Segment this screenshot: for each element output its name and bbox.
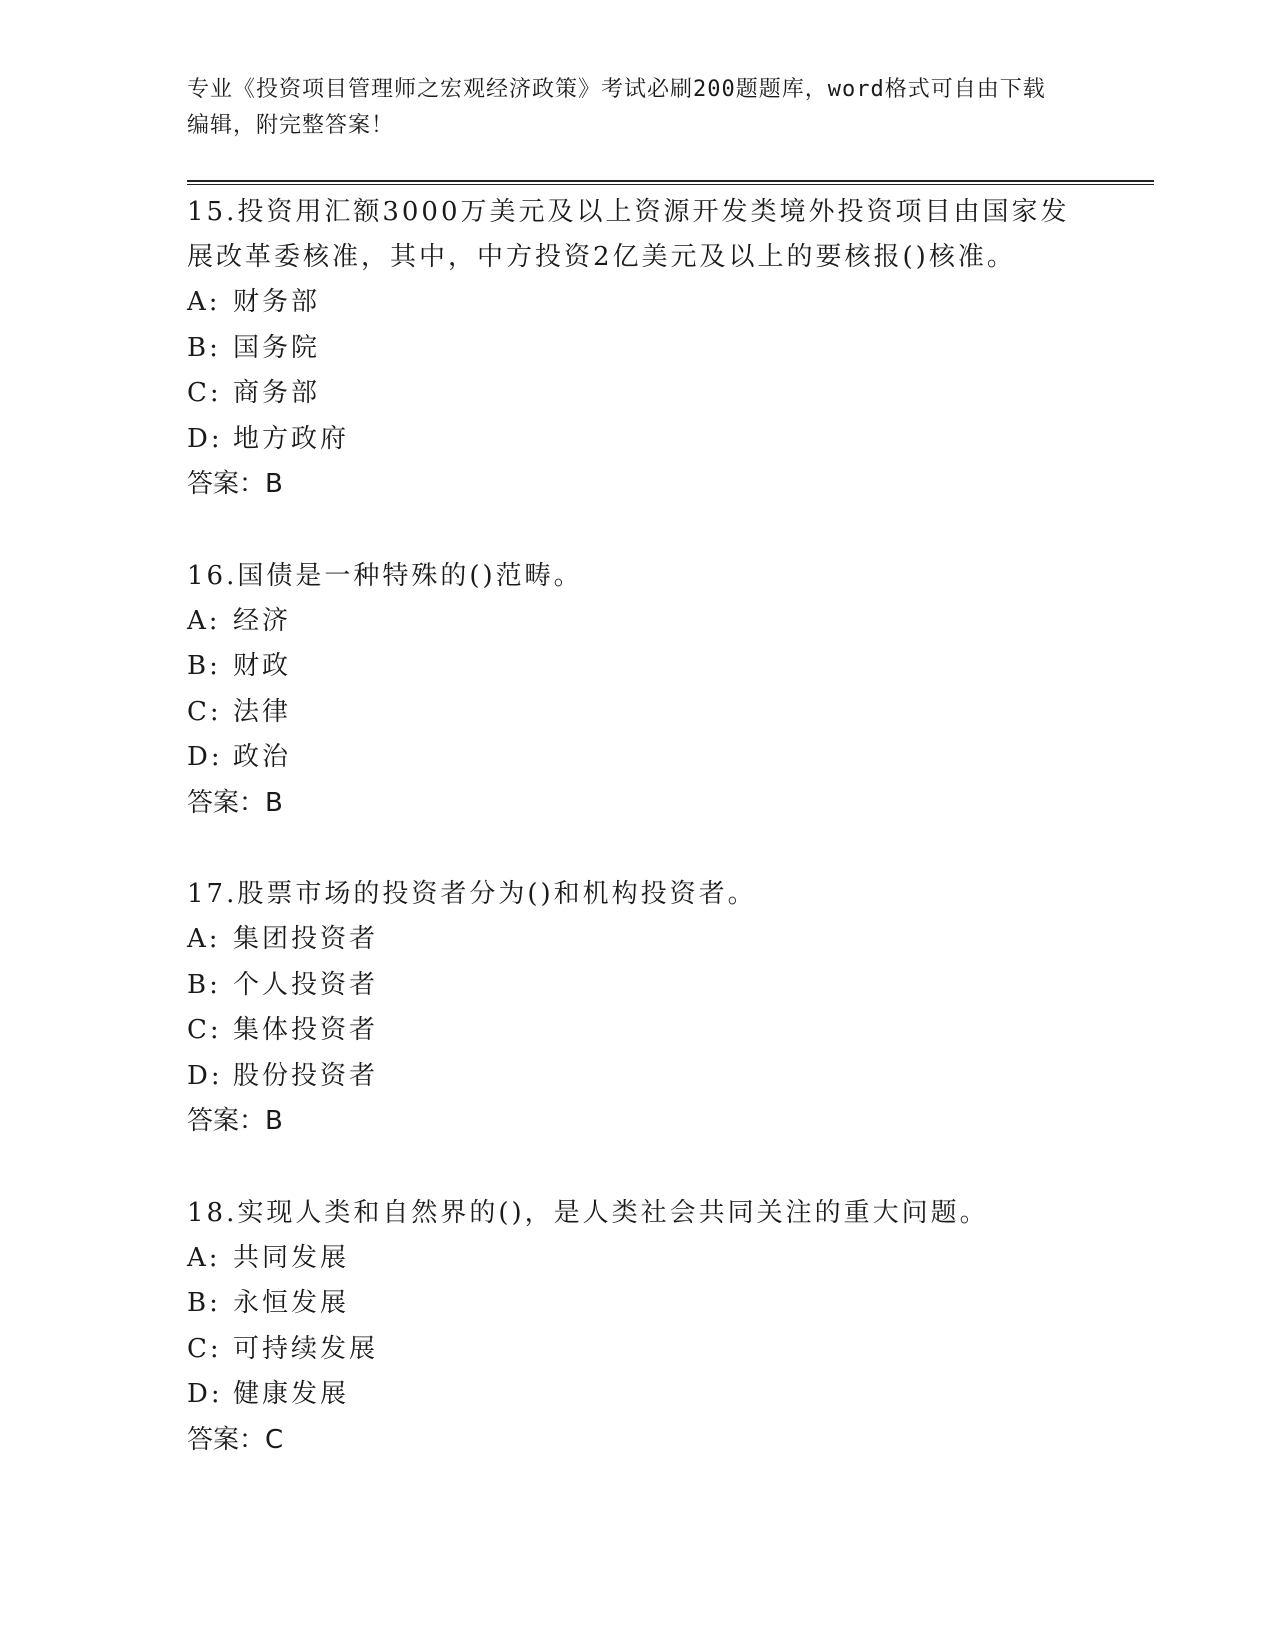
option-a bbox=[187, 917, 1087, 963]
answer: 答案：B bbox=[187, 1106, 283, 1136]
option-key: B: bbox=[187, 1288, 221, 1318]
option-b bbox=[187, 326, 1087, 372]
option-c bbox=[187, 690, 1087, 736]
question-16 bbox=[187, 554, 1087, 827]
option-key: B: bbox=[187, 332, 221, 363]
option-text: 股份投资者 bbox=[233, 1060, 379, 1091]
option-b bbox=[187, 644, 1087, 690]
question-15 bbox=[187, 190, 1087, 508]
option-key: A: bbox=[187, 287, 221, 317]
option-text: 可持续发展 bbox=[233, 1333, 379, 1364]
option-key: D: bbox=[187, 742, 223, 772]
option-text: 法律 bbox=[233, 696, 292, 727]
option-d bbox=[187, 1054, 1087, 1100]
option-a bbox=[187, 599, 1087, 645]
option-text: 地方政府 bbox=[233, 423, 350, 454]
header-divider bbox=[187, 180, 1154, 185]
option-key: C: bbox=[187, 1015, 222, 1045]
option-text: 共同发展 bbox=[233, 1242, 350, 1273]
option-text: 集体投资者 bbox=[233, 1015, 379, 1045]
option-key: A: bbox=[187, 605, 221, 636]
option-key: B: bbox=[187, 969, 221, 1000]
option-key: C: bbox=[187, 378, 222, 408]
option-text: 国务院 bbox=[233, 332, 321, 363]
option-text: 集团投资者 bbox=[233, 924, 379, 954]
option-d bbox=[187, 417, 1087, 463]
option-key: D: bbox=[187, 1060, 223, 1091]
option-key: B: bbox=[187, 651, 221, 681]
question-stem: 15.投资用汇额3000万美元及以上资源开发类境外投资项目由国家发展改革委核准，其中，中方投资2亿美元及以上的要核报()核准。 bbox=[187, 197, 1070, 272]
option-key: C: bbox=[187, 696, 222, 727]
option-a bbox=[187, 1236, 1087, 1282]
option-b bbox=[187, 963, 1087, 1009]
option-text: 政治 bbox=[233, 742, 292, 772]
option-b bbox=[187, 1281, 1087, 1327]
question-17 bbox=[187, 872, 1087, 1145]
option-text: 永恒发展 bbox=[233, 1288, 350, 1318]
question-list bbox=[187, 190, 1087, 1509]
answer: 答案：B bbox=[187, 787, 283, 818]
question-stem: 17.股票市场的投资者分为()和机构投资者。 bbox=[187, 879, 757, 909]
option-d bbox=[187, 1372, 1087, 1418]
question-stem: 18.实现人类和自然界的()，是人类社会共同关注的重大问题。 bbox=[187, 1197, 989, 1228]
option-text: 商务部 bbox=[233, 378, 321, 408]
option-text: 财政 bbox=[233, 651, 292, 681]
answer: 答案：B bbox=[187, 469, 283, 499]
option-d bbox=[187, 735, 1087, 781]
option-key: A: bbox=[187, 1242, 221, 1273]
option-text: 健康发展 bbox=[233, 1379, 350, 1409]
option-c bbox=[187, 1008, 1087, 1054]
option-key: D: bbox=[187, 1379, 223, 1409]
question-18 bbox=[187, 1191, 1087, 1464]
answer: 答案：C bbox=[187, 1424, 284, 1455]
option-text: 经济 bbox=[233, 605, 292, 636]
option-c bbox=[187, 371, 1087, 417]
option-c bbox=[187, 1327, 1087, 1373]
option-text: 个人投资者 bbox=[233, 969, 379, 1000]
option-key: D: bbox=[187, 423, 223, 454]
option-key: C: bbox=[187, 1333, 222, 1364]
option-a bbox=[187, 280, 1087, 326]
option-text: 财务部 bbox=[233, 287, 321, 317]
question-stem: 16.国债是一种特殊的()范畴。 bbox=[187, 560, 583, 591]
option-key: A: bbox=[187, 924, 221, 954]
page-header: 专业《投资项目管理师之宏观经济政策》考试必刷200题题库，word格式可自由下载编辑，附完整答案！ bbox=[187, 77, 1046, 138]
